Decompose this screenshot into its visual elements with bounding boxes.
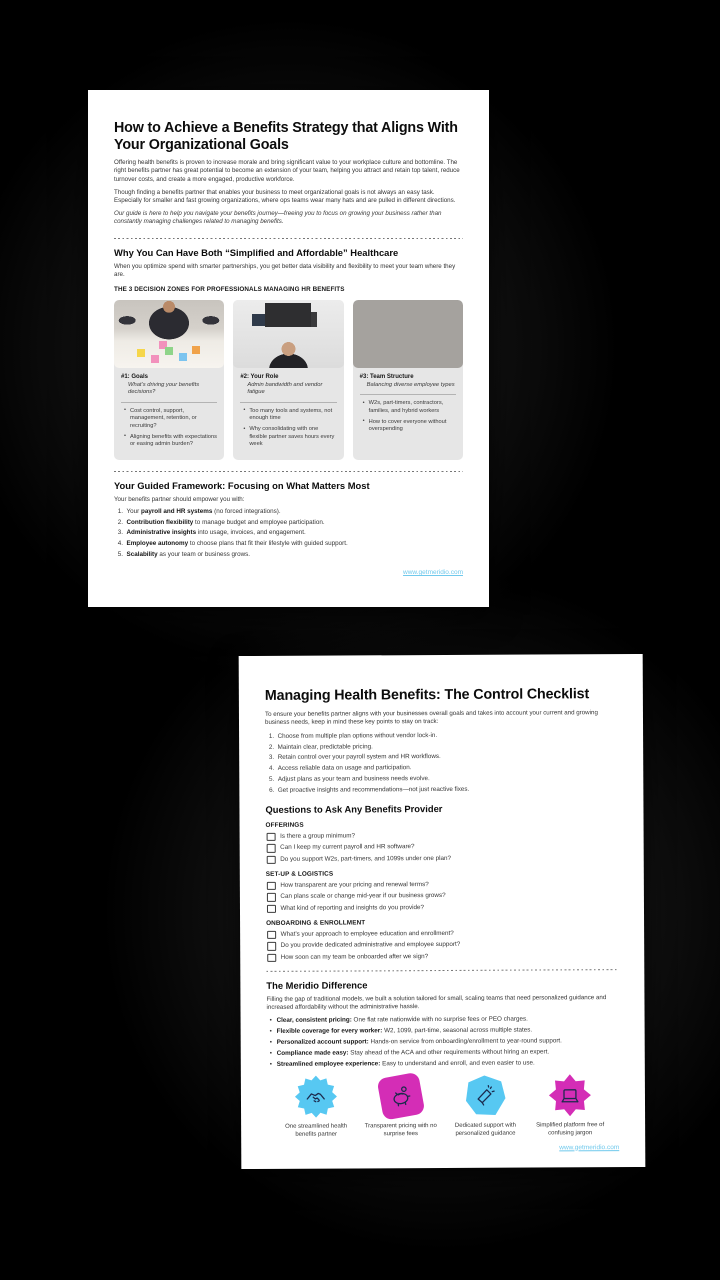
checklist-row: Can I keep my current payroll and HR software? <box>266 842 618 852</box>
intro-note: Our guide is here to help you navigate your benefits journey—freeing you to focus on growing your business rather than constantly managing challenges related to managing benefits. <box>114 210 442 226</box>
feature-badges-row <box>267 1074 619 1139</box>
diverse-team-photo <box>353 300 463 368</box>
group-label-offerings: OFFERINGS <box>265 821 304 830</box>
dashed-divider <box>114 237 463 239</box>
framework-lead: Your benefits partner should empower you with: <box>114 495 245 503</box>
starburst-badge <box>295 1075 337 1117</box>
list-item: 3. Administrative insights into usage, invoices, and engagement. <box>117 529 306 537</box>
list-item: 2. Contribution flexibility to manage budget and employee participation. <box>117 518 325 526</box>
list-item: • Compliance made easy: Stay ahead of the ACA and other requirements without hiring an expert. <box>267 1048 619 1058</box>
checkbox[interactable] <box>267 882 276 891</box>
card-bullet: • Why consolidating with one flexible partner saves hours every week <box>240 426 336 449</box>
card-bullet: • Cost control, support, management, retention, or recruiting? <box>121 408 217 431</box>
feature-caption: One streamlined health benefits partner <box>285 1123 348 1138</box>
overwhelmed-admin-photo <box>233 300 343 368</box>
website-link[interactable]: www.getmeridio.com <box>403 568 463 576</box>
why-heading: Why You Can Have Both “Simplified and Affordable” Healthcare <box>114 247 399 259</box>
list-item: 2. Maintain clear, predictable pricing. <box>268 743 373 751</box>
difference-bullets <box>267 1015 619 1069</box>
list-item: • Streamlined employee experience: Easy to understand and enroll, and even easier to use. <box>267 1059 619 1069</box>
checklist-row: What kind of reporting and insights do you provide? <box>266 903 618 913</box>
framework-heading: Your Guided Framework: Focusing on What Matters Most <box>114 480 370 492</box>
card-title: #2: Your Role <box>240 374 279 381</box>
list-item: 5. Scalability as your team or business grows. <box>117 550 251 558</box>
website-link[interactable]: www.getmeridio.com <box>559 1143 620 1151</box>
checklist-row: Do you support W2s, part-timers, and 1099s under one plan? <box>266 854 618 864</box>
list-item: 1. Choose from multiple plan options without vendor lock-in. <box>268 731 438 740</box>
feature-caption: Simplified platform free of confusing jargon <box>536 1122 605 1137</box>
hexagon-badge <box>464 1075 506 1117</box>
feature-streamlined-partner <box>275 1075 357 1139</box>
megaphone-icon <box>474 1085 496 1107</box>
list-item: 6. Get proactive insights and recommendations—not just reactive fixes. <box>269 785 470 794</box>
flyer-page-control-checklist <box>239 654 646 1169</box>
flyer-page-benefits-strategy <box>88 90 489 607</box>
card-title: #3: Team Structure <box>359 374 414 381</box>
card-subtitle: What’s driving your benefits decisions? <box>128 381 200 396</box>
framework-list <box>114 508 463 559</box>
card-subtitle: Balancing diverse employee types <box>366 381 455 388</box>
feature-dedicated-support <box>444 1074 526 1138</box>
checklist-row: Is there a group minimum? <box>266 831 618 841</box>
list-item: 5. Adjust plans as your team and business needs evolve. <box>269 775 430 783</box>
feature-transparent-pricing <box>360 1075 442 1139</box>
tilted-square-badge <box>376 1072 425 1121</box>
checklist-row: Do you provide dedicated administrative and employee support? <box>266 940 618 950</box>
checklist-row: What’s your approach to employee education and enrollment? <box>266 929 618 939</box>
difference-body: Filling the gap of traditional models, we built a solution tailored for small, scaling teams that need personalized guidance and increased affordability without the administrative hassle. <box>266 993 607 1011</box>
list-item: 4. Employee autonomy to choose plans that fit their lifestyle with guided support. <box>117 540 348 548</box>
card-bullet: • W2s, part-timers, contractors, families, and hybrid workers <box>360 400 456 415</box>
checklist-row: Can plans scale or change mid-year if our business grows? <box>266 891 618 901</box>
list-item: • Personalized account support: Hands-on service from onboarding/enrollment to year-round support. <box>267 1037 619 1047</box>
feature-simplified-platform <box>529 1074 611 1138</box>
card-bullet: • How to cover everyone without overspending <box>360 419 456 434</box>
checkbox[interactable] <box>267 942 276 951</box>
intro-paragraph: Offering health benefits is proven to increase morale and bring significant value to your workplace culture and bottomline. The right benefits partner has great potential to become an extension of your team, helping you attract and retain top talent, reduce turnover costs, and create a more engaged, productive workforce. <box>114 159 460 183</box>
dashed-divider <box>114 470 463 472</box>
group-label-setup-logistics: SET-UP & LOGISTICS <box>265 870 334 879</box>
checkbox[interactable] <box>267 931 276 940</box>
checkbox[interactable] <box>267 893 276 902</box>
handshake-icon <box>305 1086 327 1108</box>
card-divider <box>121 402 217 403</box>
card-divider <box>240 402 336 403</box>
card-bullet: • Aligning benefits with expectations or easing admin burden? <box>121 434 217 449</box>
checklist-row: How transparent are your pricing and renewal terms? <box>266 880 618 890</box>
decision-zone-card-your-role <box>233 300 343 460</box>
group-label-onboarding-enrollment: ONBOARDING & ENROLLMENT <box>266 919 366 928</box>
dashed-divider <box>266 968 618 972</box>
decision-zone-cards <box>114 300 463 460</box>
feature-caption: Transparent pricing with no surprise fees <box>364 1122 437 1138</box>
checklist-row: How soon can my team be onboarded after we sign? <box>266 952 618 962</box>
frustrated-planner-photo <box>114 300 224 368</box>
decision-zones-eyebrow: THE 3 DECISION ZONES FOR PROFESSIONALS MANAGING HR BENEFITS <box>114 286 345 294</box>
difference-heading: The Meridio Difference <box>266 979 368 992</box>
decision-zone-card-goals <box>114 300 224 460</box>
card-bullet: • Too many tools and systems, not enough time <box>240 408 336 423</box>
intro-paragraph: Though finding a benefits partner that enables your business to meet organizational goals is not always an easy task. Especially for smaller and fast growing organizations, where ops teams wear many hats and are pulled in different directions. <box>114 188 456 204</box>
list-item: 4. Access reliable data on usage and participation. <box>268 764 412 773</box>
list-item: 3. Retain control over your payroll system and HR workflows. <box>268 753 441 762</box>
list-item: 1. Your payroll and HR systems (no forced integrations). <box>117 507 281 515</box>
checkbox[interactable] <box>267 833 276 842</box>
card-title: #1: Goals <box>121 374 149 381</box>
checkbox[interactable] <box>267 856 276 865</box>
piggy-bank-icon <box>388 1083 414 1109</box>
page1-title: How to Achieve a Benefits Strategy that Aligns With Your Organizational Goals <box>114 120 458 153</box>
decision-zone-card-team-structure <box>353 300 463 460</box>
control-checklist <box>265 731 617 795</box>
why-body: When you optimize spend with smarter partnerships, you get better data visibility and flexibility to meet your team where they are. <box>114 262 456 278</box>
list-item: • Clear, consistent pricing: One flat rate nationwide with no surprise fees or PEO charges. <box>267 1015 619 1025</box>
page2-intro: To ensure your benefits partner aligns with your businesses overall goals and takes into account your current and growing business needs, keep in mind these key points to stay on track: <box>264 708 598 726</box>
questions-heading: Questions to Ask Any Benefits Provider <box>265 802 443 815</box>
card-divider <box>360 394 456 395</box>
checkbox[interactable] <box>267 905 276 914</box>
card-subtitle: Admin bandwidth and vendor fatigue <box>247 381 323 396</box>
checkbox[interactable] <box>267 954 276 963</box>
page2-title: Managing Health Benefits: The Control Checklist <box>264 686 590 704</box>
feature-caption: Dedicated support with personalized guidance <box>454 1122 516 1137</box>
checkbox[interactable] <box>267 844 276 853</box>
starburst-badge <box>549 1074 591 1116</box>
laptop-icon <box>559 1084 581 1106</box>
list-item: • Flexible coverage for every worker: W2, 1099, part-time, seasonal across multiple states. <box>267 1026 619 1036</box>
